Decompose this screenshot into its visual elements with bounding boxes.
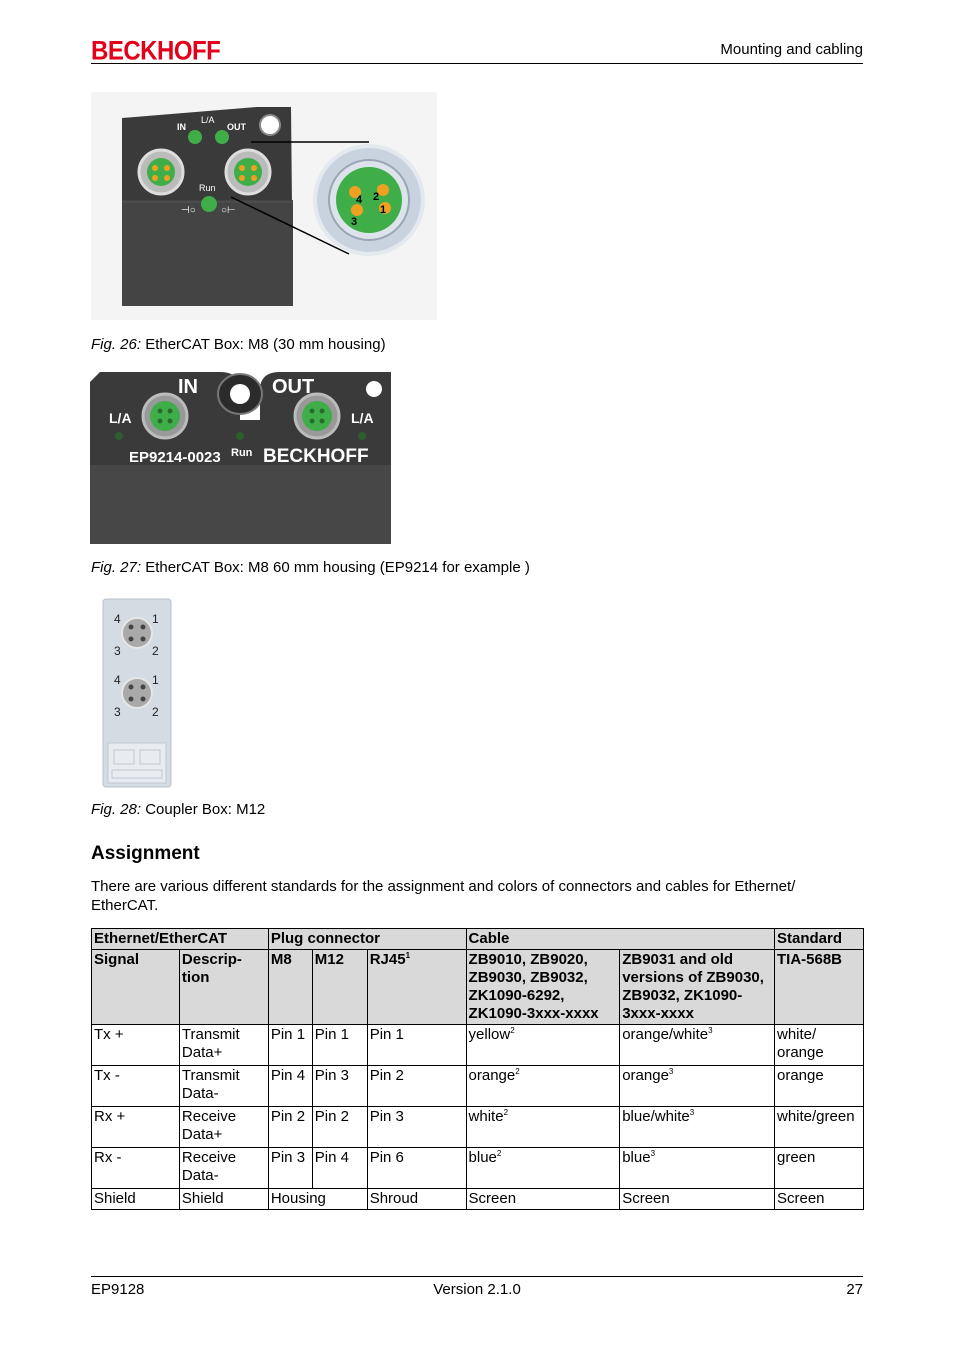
cell-value: white <box>468 1108 504 1125</box>
header-standard: Standard <box>774 929 863 950</box>
fig28-caption-num: Fig. 28: <box>91 801 142 818</box>
cell-cable-b: Screen <box>620 1189 775 1210</box>
fig27-caption <box>91 559 530 576</box>
fig28-pin-3b: 3 <box>114 705 121 719</box>
cell-m8: Pin 1 <box>268 1025 312 1066</box>
subheader-standard: TIA-568B <box>774 950 863 1025</box>
cell-value: orange/white <box>622 1026 709 1043</box>
cell-standard: white/green <box>774 1107 863 1148</box>
subheader-cable-b: ZB9031 and old versions of ZB9030, ZB9032, ZK1090-3xxx-xxxx <box>620 950 775 1025</box>
cell-m8: Pin 3 <box>268 1148 312 1189</box>
fig26-image <box>91 92 437 320</box>
cell-cable-a <box>466 1025 620 1066</box>
assignment-heading: Assignment <box>91 843 200 864</box>
section-title: Mounting and cabling <box>720 41 863 58</box>
beckhoff-logo: BECKHOFF <box>91 36 221 67</box>
footnote-ref: 2 <box>510 1026 515 1035</box>
table-sub-header-row <box>92 950 864 1025</box>
footnote-ref: 2 <box>515 1067 520 1076</box>
cell-m8: Pin 4 <box>268 1066 312 1107</box>
cell-value: orange <box>622 1067 669 1084</box>
footnote-ref: 2 <box>496 1149 502 1158</box>
svg-text:⊣○: ⊣○ <box>181 205 196 216</box>
cell-value: blue <box>468 1149 497 1166</box>
subheader-cable-a: ZB9010, ZB9020, ZB9030, ZB9032, ZK1090-6292, ZK1090-3xxx-xxxx <box>466 950 620 1025</box>
cell-signal: Rx + <box>92 1107 180 1148</box>
table-row-shield <box>92 1189 864 1210</box>
table-row <box>92 1148 864 1189</box>
table-row <box>92 1025 864 1066</box>
cell-cable-b <box>620 1107 775 1148</box>
footer-product: EP9128 <box>91 1281 145 1298</box>
subheader-rj45 <box>367 950 466 1025</box>
fig27-label-out: OUT <box>272 376 315 398</box>
fig28-pin-1a: 1 <box>152 612 159 626</box>
cell-value: orange <box>468 1067 516 1084</box>
fig27-label-in: IN <box>178 376 198 398</box>
cell-value: yellow <box>468 1026 511 1043</box>
cell-value: blue <box>622 1149 651 1166</box>
cell-m8: Pin 2 <box>268 1107 312 1148</box>
cell-rj45: Pin 6 <box>367 1148 466 1189</box>
fig28-caption-text: Coupler Box: M12 <box>145 801 266 818</box>
cell-m12: Pin 4 <box>312 1148 367 1189</box>
cell-standard: orange <box>774 1066 863 1107</box>
fig27-caption-num: Fig. 27: <box>91 559 142 576</box>
assignment-intro: There are various different standards for the assignment and colors of connectors and cables for Ethernet/ EtherCAT. <box>91 878 796 914</box>
footnote-ref: 2 <box>503 1108 509 1117</box>
table-group-header-row <box>92 929 864 950</box>
cell-m12: Pin 1 <box>312 1025 367 1066</box>
cell-rj45: Pin 1 <box>367 1025 466 1066</box>
fig26-pin-3: 3 <box>351 216 358 228</box>
cell-standard: Screen <box>774 1189 863 1210</box>
subheader-signal: Signal <box>92 950 180 1025</box>
footer-version: Version 2.1.0 <box>433 1281 521 1298</box>
cell-standard: green <box>774 1148 863 1189</box>
fig27-label-model: EP9214-0023 <box>129 449 221 466</box>
cell-cable-b <box>620 1148 775 1189</box>
subheader-rj45-label: RJ45 <box>369 951 406 968</box>
fig27-label-run: Run <box>231 447 253 459</box>
fig28-pin-2b: 2 <box>152 705 159 719</box>
fig28-pin-4a: 4 <box>114 612 121 626</box>
footnote-ref: 1 <box>405 951 411 960</box>
cell-cable-b <box>620 1025 775 1066</box>
cell-cable-a <box>466 1066 620 1107</box>
fig27-label-la-right: L/A <box>351 410 374 426</box>
fig26-caption-text: EtherCAT Box: M8 (30 mm housing) <box>145 336 386 353</box>
cell-rj45: Pin 2 <box>367 1066 466 1107</box>
fig26-label-run: Run <box>199 183 216 193</box>
footnote-ref: 3 <box>708 1026 713 1035</box>
cell-signal: Tx - <box>92 1066 180 1107</box>
cell-signal: Shield <box>92 1189 180 1210</box>
cell-m12: Pin 3 <box>312 1066 367 1107</box>
cell-cable-a <box>466 1148 620 1189</box>
fig26-pin-4: 4 <box>356 194 363 206</box>
fig28-caption <box>91 801 265 818</box>
header-ethernet-ethercat: Ethernet/EtherCAT <box>92 929 269 950</box>
cell-signal: Tx + <box>92 1025 180 1066</box>
svg-text:○⊢: ○⊢ <box>221 205 236 216</box>
cell-description: Receive Data+ <box>179 1107 268 1148</box>
cell-cable-b <box>620 1066 775 1107</box>
footnote-ref: 3 <box>689 1108 695 1117</box>
cell-standard: white/ orange <box>774 1025 863 1066</box>
cell-description: Transmit Data- <box>179 1066 268 1107</box>
fig28-image <box>102 598 172 788</box>
header-rule <box>91 63 863 64</box>
cell-plug-housing: Housing <box>268 1189 367 1210</box>
cell-rj45: Pin 3 <box>367 1107 466 1148</box>
fig26-caption <box>91 336 386 353</box>
fig28-pin-1b: 1 <box>152 673 159 687</box>
header-cable: Cable <box>466 929 774 950</box>
table-row <box>92 1107 864 1148</box>
cell-rj45: Shroud <box>367 1189 466 1210</box>
footnote-ref: 3 <box>668 1067 674 1076</box>
subheader-m8: M8 <box>268 950 312 1025</box>
fig26-label-la: L/A <box>201 115 215 125</box>
header-plug-connector: Plug connector <box>268 929 466 950</box>
fig27-label-la-left: L/A <box>109 410 132 426</box>
fig28-pin-4b: 4 <box>114 673 121 687</box>
fig28-pin-2a: 2 <box>152 644 159 658</box>
footer-page-number: 27 <box>846 1281 863 1298</box>
fig26-label-in: IN <box>177 122 186 132</box>
subheader-description: Descrip- tion <box>179 950 268 1025</box>
assignment-table <box>91 928 864 1210</box>
cell-cable-a <box>466 1107 620 1148</box>
fig27-label-brand: BECKHOFF <box>263 446 369 467</box>
fig26-caption-num: Fig. 26: <box>91 336 142 353</box>
footnote-ref: 3 <box>650 1149 656 1158</box>
table-row <box>92 1066 864 1107</box>
fig26-pin-1: 1 <box>380 204 387 216</box>
fig28-pin-3a: 3 <box>114 644 121 658</box>
cell-cable-a: Screen <box>466 1189 620 1210</box>
cell-m12: Pin 2 <box>312 1107 367 1148</box>
fig26-label-out: OUT <box>227 122 246 132</box>
fig27-caption-text: EtherCAT Box: M8 60 mm housing (EP9214 for example ) <box>145 559 530 576</box>
fig27-image <box>90 370 391 544</box>
footer-rule <box>91 1276 863 1277</box>
cell-signal: Rx - <box>92 1148 180 1189</box>
cell-value: blue/white <box>622 1108 690 1125</box>
fig26-pin-2: 2 <box>373 191 380 203</box>
cell-description: Shield <box>179 1189 268 1210</box>
cell-description: Receive Data- <box>179 1148 268 1189</box>
cell-description: Transmit Data+ <box>179 1025 268 1066</box>
subheader-m12: M12 <box>312 950 367 1025</box>
